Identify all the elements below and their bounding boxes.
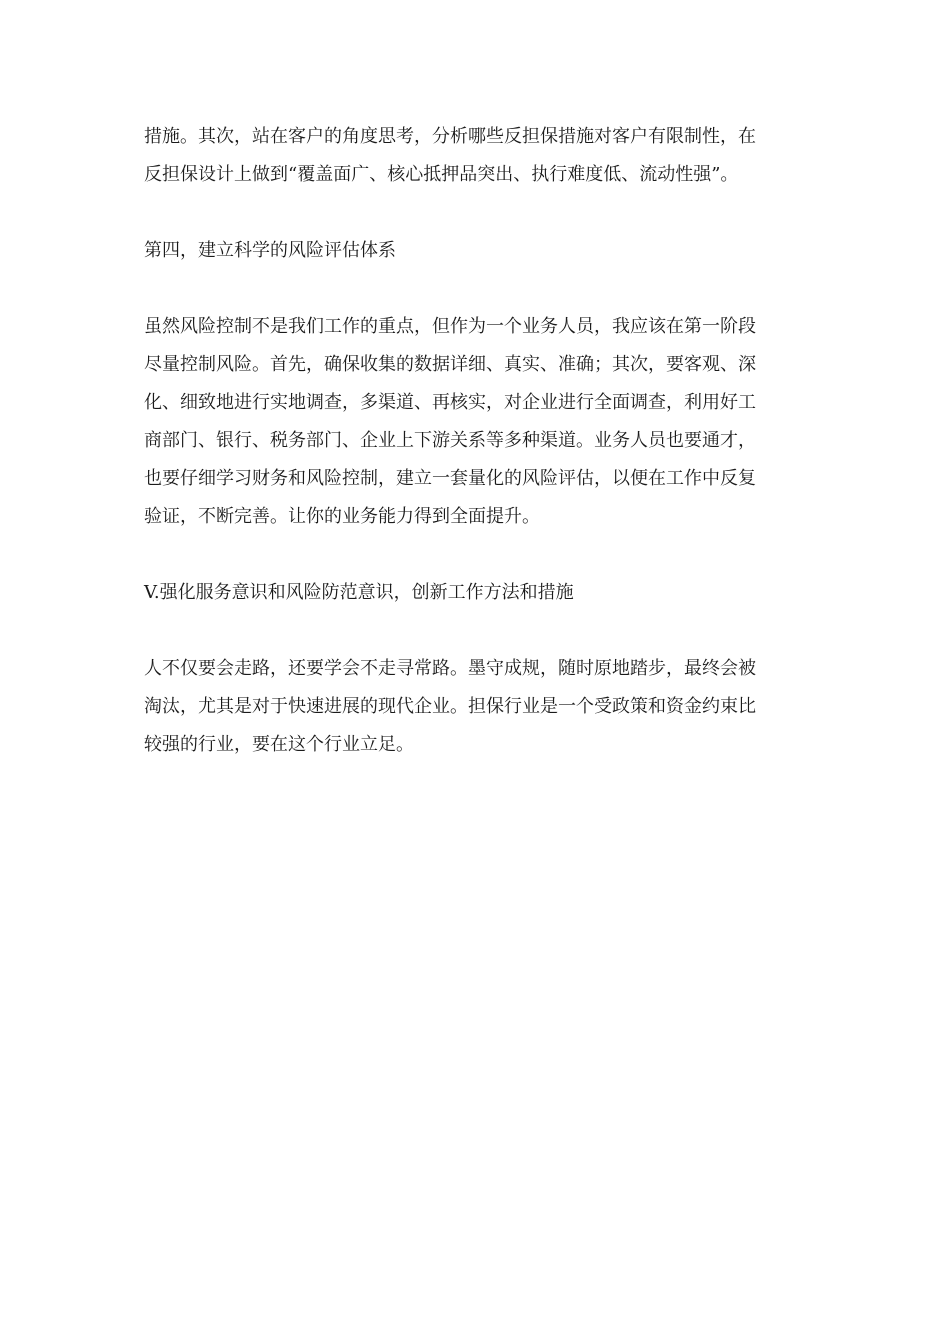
heading-text: V.强化服务意识和风险防范意识，创新工作方法和措施 [144, 582, 574, 603]
paragraph-line: 淘汰，尤其是对于快速进展的现代企业。担保行业是一个受政策和资金约束比 [144, 696, 756, 717]
section-heading-five [144, 574, 804, 612]
paragraph-line: 较强的行业，要在这个行业立足。 [144, 734, 414, 755]
paragraph-line: 商部门、银行、税务部门、企业上下游关系等多种渠道。业务人员也要通才， [144, 430, 756, 451]
paragraph-line: 验证，不断完善。让你的业务能力得到全面提升。 [144, 506, 540, 527]
paragraph-line: 措施。其次，站在客户的角度思考，分析哪些反担保措施对客户有限制性，在 [144, 126, 756, 147]
paragraph-line: 反担保设计上做到“覆盖面广、核心抵押品突出、执行难度低、流动性强”。 [144, 164, 739, 185]
paragraph-line: 化、细致地进行实地调查，多渠道、再核实，对企业进行全面调查，利用好工 [144, 392, 756, 413]
paragraph-counter-guarantee [144, 118, 804, 194]
paragraph-risk-assessment [144, 308, 804, 536]
paragraph-innovation [144, 650, 804, 764]
paragraph-line: 尽量控制风险。首先，确保收集的数据详细、真实、准确；其次，要客观、深 [144, 354, 756, 375]
paragraph-line: 虽然风险控制不是我们工作的重点，但作为一个业务人员，我应该在第一阶段 [144, 316, 756, 337]
paragraph-line: 人不仅要会走路，还要学会不走寻常路。墨守成规，随时原地踏步，最终会被 [144, 658, 756, 679]
section-heading-four [144, 232, 804, 270]
paragraph-line: 也要仔细学习财务和风险控制，建立一套量化的风险评估，以便在工作中反复 [144, 468, 756, 489]
document-page [144, 118, 804, 802]
heading-text: 第四，建立科学的风险评估体系 [144, 240, 396, 261]
